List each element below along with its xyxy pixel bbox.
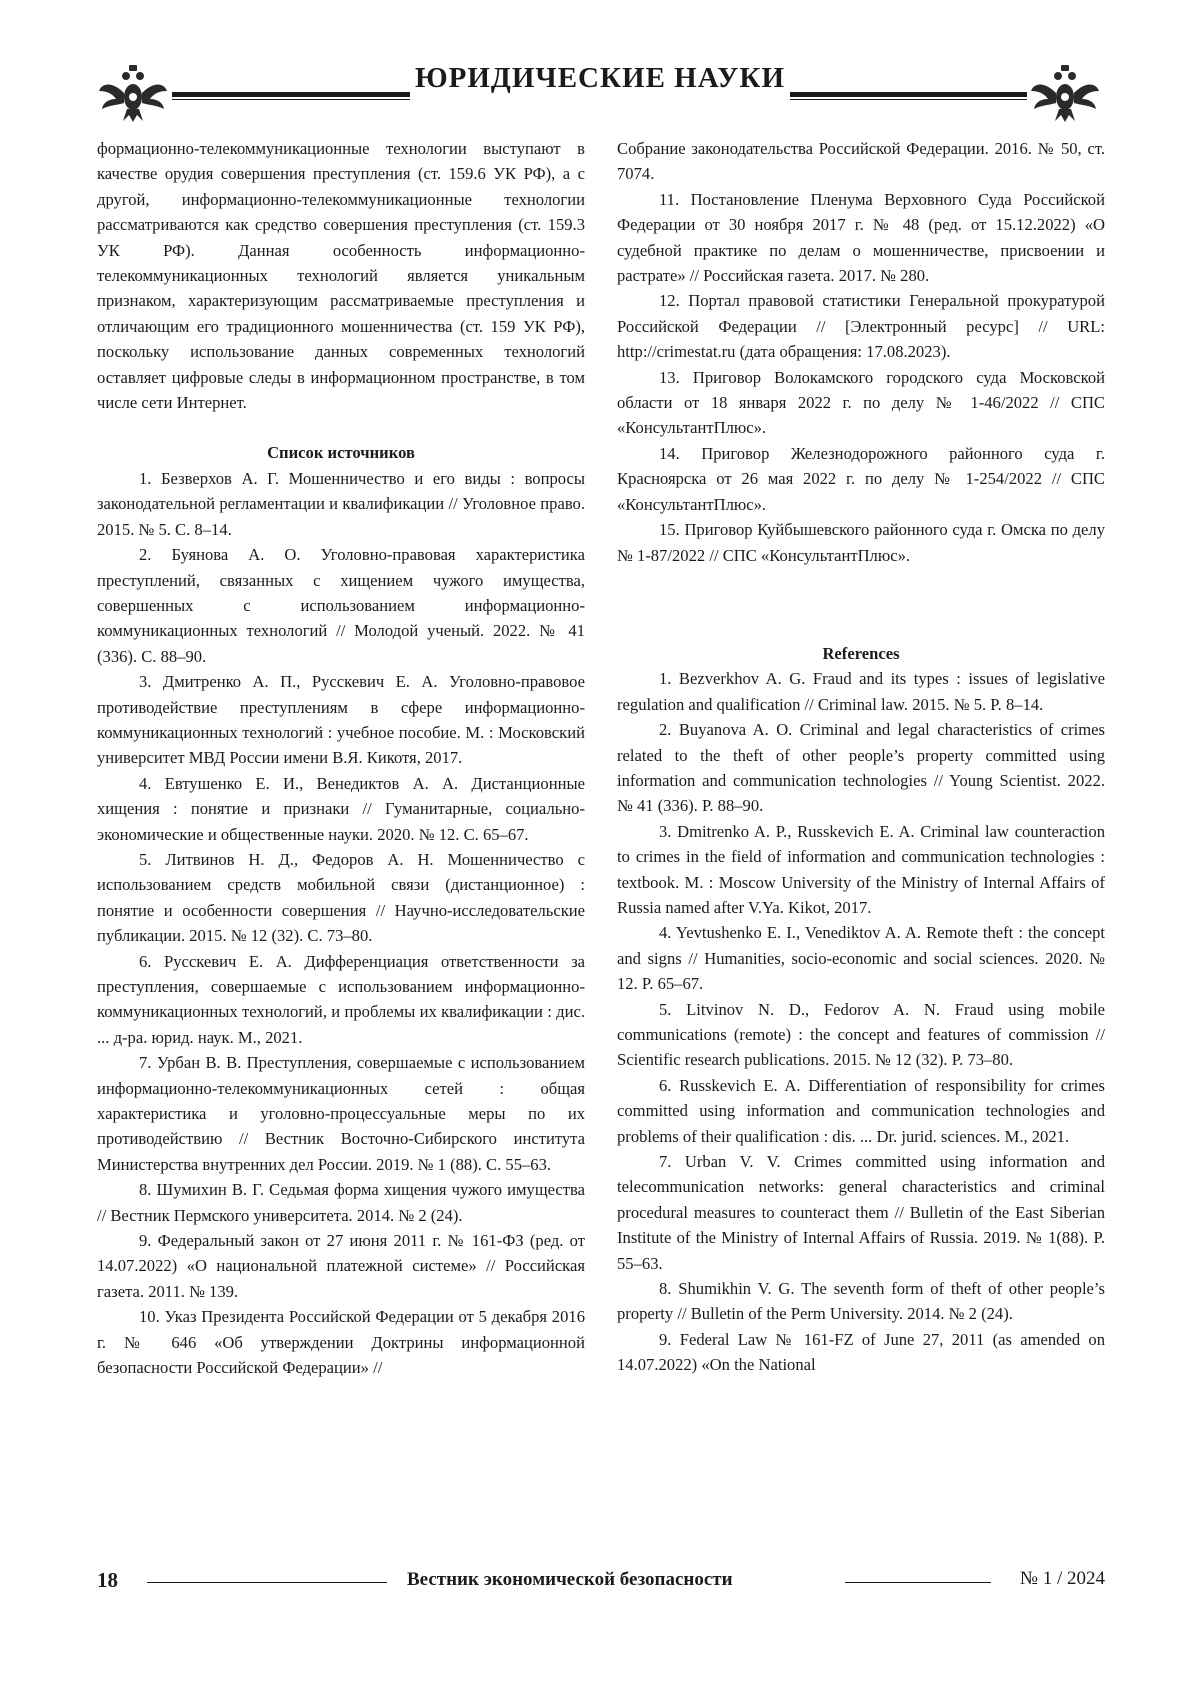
double-headed-eagle-emblem-icon bbox=[1030, 63, 1100, 123]
header-rule-right bbox=[790, 92, 1027, 97]
source-item: 6. Русскевич Е. А. Дифференциация ответственности за преступления, совершаемые с использованием информационно-коммуникационных технологий, и проблемы их квалификации : дис. ... д-ра. юрид. наук. М., 2021. bbox=[97, 951, 585, 1047]
source-item: 15. Приговор Куйбышевского районного суда г. Омска по делу № 1-87/2022 // СПС «КонсультантПлюс». bbox=[617, 520, 1105, 565]
footer-rule-right bbox=[845, 1582, 991, 1583]
references-heading: References bbox=[822, 643, 900, 663]
source-item: 1. Безверхов А. Г. Мошенничество и его виды : вопросы законодательной регламентации и квалификации // Уголовное право. 2015. № 5. С. 8–14. bbox=[97, 468, 585, 539]
header-rule-right-thin bbox=[790, 99, 1027, 100]
header-rule-left bbox=[172, 92, 410, 97]
source-item: 5. Литвинов Н. Д., Федоров А. Н. Мошенничество с использованием средств мобильной связи (дистанционное) : понятие и особенности совершения // Научно-исследовательские публикации. 2015. № 12 (32). С. 73–80. bbox=[97, 849, 585, 946]
reference-item: 2. Buyanova A. O. Criminal and legal characteristics of crimes related to the theft of other people’s property committed using information and communication technologies // Young Scientist. 2022. № 41 (336). P. 88–90. bbox=[617, 720, 1105, 816]
double-headed-eagle-emblem-icon bbox=[98, 63, 168, 123]
page-number: 18 bbox=[97, 1568, 118, 1592]
source-item: 2. Буянова А. О. Уголовно-правовая характеристика преступлений, связанных с хищением чужого имущества, совершенных с использованием информационно-коммуникационных технологий // Молодой ученый. 2022. № 41 (336). С. 88–90. bbox=[97, 545, 585, 666]
running-footer bbox=[97, 1568, 1105, 1608]
source-continuation: Собрание законодательства Российской Федерации. 2016. № 50, ст. 7074. bbox=[617, 139, 1105, 184]
source-item: 4. Евтушенко Е. И., Венедиктов А. А. Дистанционные хищения : понятие и признаки // Гуманитарные, социально-экономические и общественные науки. 2020. № 12. С. 65–67. bbox=[97, 773, 585, 844]
left-column bbox=[97, 136, 585, 1381]
source-item: 12. Портал правовой статистики Генеральной прокуратурой Российской Федерации // [Электронный ресурс] // URL: http://crimestat.ru (дата обращения: 17.08.2023). bbox=[617, 291, 1105, 362]
source-item: 8. Шумихин В. Г. Седьмая форма хищения чужого имущества // Вестник Пермского университета. 2014. № 2 (24). bbox=[97, 1180, 585, 1225]
source-item: 9. Федеральный закон от 27 июня 2011 г. № 161-ФЗ (ред. от 14.07.2022) «О национальной платежной системе» // Российская газета. 2011. № 139. bbox=[97, 1231, 585, 1301]
reference-item: 3. Dmitrenko A. P., Russkevich E. A. Criminal law counteraction to crimes in the field of information and communication technologies : textbook. M. : Moscow University of the Ministry of Internal Affairs of Russia named after V.Ya. Kikot, 2017. bbox=[617, 821, 1105, 917]
source-item: 11. Постановление Пленума Верховного Суда Российской Федерации от 30 ноября 2017 г. № 48 (ред. от 15.12.2022) «О судебной практике по делам о мошенничестве, присвоении и растрате» // Российская газета. 2017. № 280. bbox=[617, 189, 1105, 286]
journal-title: Вестник экономической безопасности bbox=[407, 1569, 733, 1590]
sources-heading: Список источников bbox=[267, 443, 415, 463]
running-header bbox=[0, 55, 1200, 125]
right-column bbox=[617, 136, 1105, 1378]
section-title: ЮРИДИЧЕСКИЕ НАУКИ bbox=[415, 62, 785, 94]
reference-item: 7. Urban V. V. Crimes committed using information and telecommunication networks: general characteristics and criminal procedural measures to counteract them // Bulletin of the East Siberian Institute of the Ministry of Internal Affairs of Russia. 2019. № 1(88). P. 55–63. bbox=[617, 1152, 1105, 1273]
reference-item: 8. Shumikhin V. G. The seventh form of theft of other people’s property // Bulletin of the Perm University. 2014. № 2 (24). bbox=[617, 1279, 1105, 1324]
source-item: 13. Приговор Волокамского городского суда Московской области от 18 января 2022 г. по делу № 1-46/2022 // СПС «КонсультантПлюс». bbox=[617, 367, 1105, 438]
reference-item: 9. Federal Law № 161-FZ of June 27, 2011 (as amended on 14.07.2022) «On the National bbox=[617, 1329, 1105, 1375]
footer-rule-left bbox=[147, 1582, 387, 1583]
reference-item: 5. Litvinov N. D., Fedorov A. N. Fraud using mobile communications (remote) : the concept and features of commission // Scientific research publications. 2015. № 12 (32). P. 73–80. bbox=[617, 999, 1105, 1070]
source-item: 10. Указ Президента Российской Федерации от 5 декабря 2016 г. № 646 «Об утверждении Доктрины информационной безопасности Российской Федерации» // bbox=[97, 1307, 585, 1378]
source-item: 14. Приговор Железнодорожного районного суда г. Красноярска от 26 мая 2022 г. по делу № 1-254/2022 // СПС «КонсультантПлюс». bbox=[617, 443, 1105, 514]
header-rule-left-thin bbox=[172, 99, 410, 100]
source-item: 7. Урбан В. В. Преступления, совершаемые с использованием информационно-телекоммуникационных сетей : общая характеристика и уголовно-процессуальные меры по их противодействию // Вестник Восточно-Сибирского института Министерства внутренних дел России. 2019. № 1 (88). С. 55–63. bbox=[97, 1053, 585, 1174]
reference-item: 4. Yevtushenko E. I., Venediktov A. A. Remote theft : the concept and signs // Humanities, socio-economic and social sciences. 2020. № 12. P. 65–67. bbox=[617, 923, 1105, 994]
source-item: 3. Дмитренко А. П., Русскевич Е. А. Уголовно-правовое противодействие преступлениям в сфере информационно-коммуникационных технологий : учебное пособие. М. : Московский университет МВД России имени В.Я. Кикотя, 2017. bbox=[97, 672, 585, 768]
reference-item: 1. Bezverkhov A. G. Fraud and its types : issues of legislative regulation and qualification // Criminal law. 2015. № 5. P. 8–14. bbox=[617, 669, 1105, 714]
reference-item: 6. Russkevich E. A. Differentiation of responsibility for crimes committed using information and communication technologies and problems of their qualification : dis. ... Dr. jurid. sciences. M., 2021. bbox=[617, 1075, 1105, 1146]
body-paragraph: формационно-телекоммуникационные технологии выступают в качестве орудия совершения преступления (ст. 159.6 УК РФ), а с другой, информационно-телекоммуникационные технологии рассматриваются как средство совершения преступления (ст. 159.3 УК РФ). Данная особенность информационно-телекоммуникационных технологий является уникальным признаком, характеризующим рассматриваемые преступления и отличающим его традиционного мошенничества (ст. 159 УК РФ), поскольку использование данных современных технологий оставляет цифровые следы в информационном пространстве, в том числе сети Интернет. bbox=[97, 139, 585, 413]
issue-number: № 1 / 2024 bbox=[1019, 1568, 1105, 1589]
